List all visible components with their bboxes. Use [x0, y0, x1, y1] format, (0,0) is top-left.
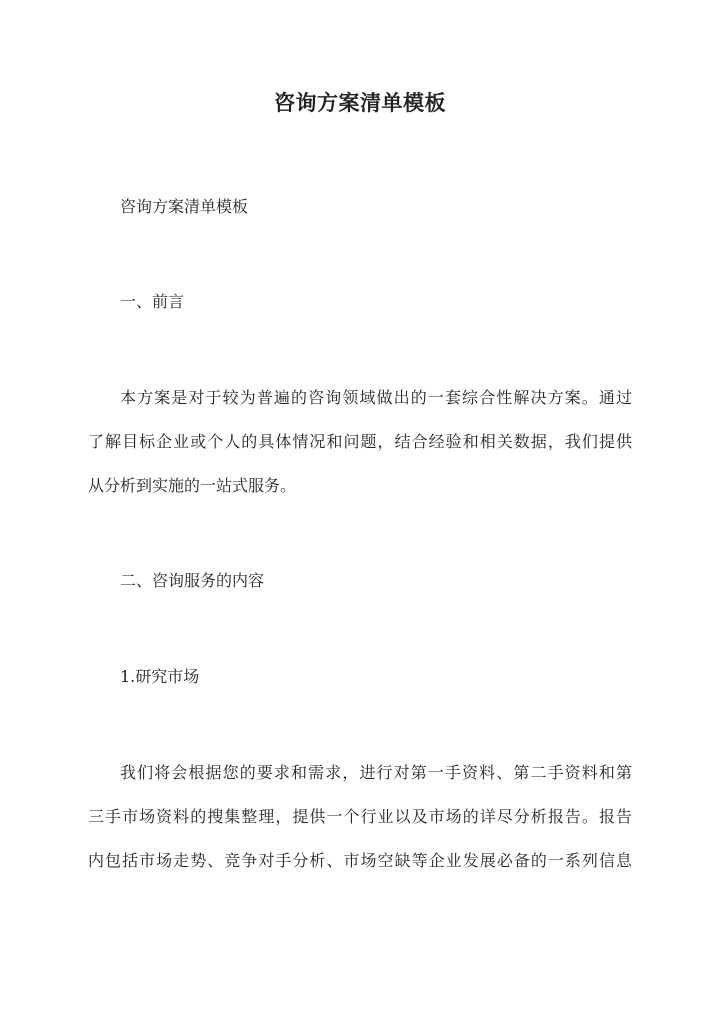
market-paragraph-line-3: 内包括市场走势、竞争对手分析、市场空缺等企业发展必备的一系列信息 [88, 851, 632, 870]
document-title: 咨询方案清单模板 [274, 90, 446, 115]
preface-paragraph-line-2: 了解目标企业或个人的具体情况和问题，结合经验和相关数据，我们提供 [88, 432, 632, 451]
preface-paragraph-line-3: 从分析到实施的一站式服务。 [88, 476, 297, 495]
document-subtitle: 咨询方案清单模板 [120, 197, 249, 216]
item-heading-market-research: 1.研究市场 [120, 667, 200, 686]
market-paragraph-line-2: 三手市场资料的搜集整理，提供一个行业以及市场的详尽分析报告。报告 [88, 807, 632, 826]
section-heading-services: 二、咨询服务的内容 [120, 571, 265, 590]
preface-paragraph-line-1: 本方案是对于较为普遍的咨询领域做出的一套综合性解决方案。通过 [120, 388, 632, 407]
section-heading-preface: 一、前言 [120, 292, 185, 311]
market-paragraph-line-1: 我们将会根据您的要求和需求，进行对第一手资料、第二手资料和第 [120, 763, 632, 782]
